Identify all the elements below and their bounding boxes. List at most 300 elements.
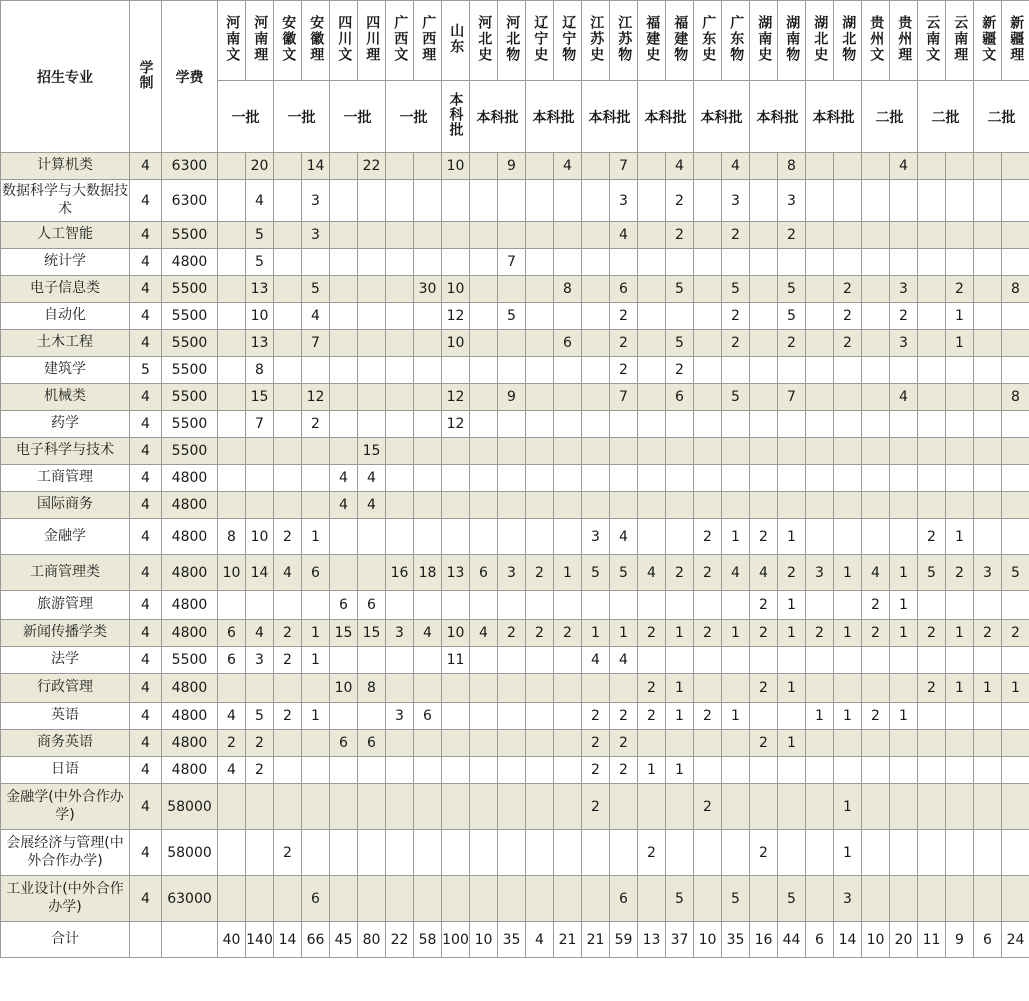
- quota-cell: [722, 492, 750, 519]
- quota-cell: [582, 357, 610, 384]
- quota-cell: [638, 438, 666, 465]
- quota-cell: [470, 330, 498, 357]
- quota-cell: [750, 180, 778, 222]
- quota-cell: [582, 384, 610, 411]
- quota-cell: [414, 180, 442, 222]
- quota-cell: [526, 153, 554, 180]
- quota-cell: 2: [582, 784, 610, 830]
- quota-cell: [722, 438, 750, 465]
- quota-cell: 5: [778, 276, 806, 303]
- header-province: [1002, 1, 1029, 81]
- quota-cell: [918, 730, 946, 757]
- header-province: [694, 1, 722, 81]
- table-row: [1, 384, 1029, 411]
- quota-cell: [890, 357, 918, 384]
- quota-cell: 8: [218, 519, 246, 555]
- quota-cell: 1: [834, 555, 862, 591]
- quota-cell: [694, 357, 722, 384]
- quota-cell: [778, 411, 806, 438]
- quota-cell: [498, 876, 526, 922]
- quota-cell: [386, 492, 414, 519]
- quota-cell: [442, 674, 470, 703]
- quota-cell: 2: [666, 357, 694, 384]
- years-cell: 4: [130, 730, 162, 757]
- quota-cell: [330, 303, 358, 330]
- quota-cell: [582, 830, 610, 876]
- quota-cell: [386, 674, 414, 703]
- quota-cell: [722, 591, 750, 620]
- major-name-cell: 工商管理类: [1, 555, 130, 591]
- quota-cell: [638, 153, 666, 180]
- quota-cell: [358, 411, 386, 438]
- quota-cell: 7: [246, 411, 274, 438]
- quota-cell: [218, 465, 246, 492]
- quota-cell: 2: [274, 830, 302, 876]
- quota-cell: 10: [442, 620, 470, 647]
- header-province-label: 贵州理: [896, 14, 913, 63]
- quota-cell: 13: [638, 922, 666, 958]
- header-province-label: 福建史: [644, 14, 661, 63]
- quota-cell: [890, 249, 918, 276]
- quota-cell: [918, 276, 946, 303]
- years-cell: 4: [130, 519, 162, 555]
- header-province-label: 河北史: [476, 14, 493, 63]
- quota-cell: 10: [470, 922, 498, 958]
- quota-cell: [414, 222, 442, 249]
- quota-cell: [582, 249, 610, 276]
- quota-cell: [554, 730, 582, 757]
- quota-cell: [470, 647, 498, 674]
- quota-cell: [582, 465, 610, 492]
- quota-cell: 2: [666, 222, 694, 249]
- years-cell: 4: [130, 757, 162, 784]
- table-row: [1, 180, 1029, 222]
- quota-cell: [638, 222, 666, 249]
- quota-cell: [1002, 357, 1029, 384]
- fee-cell: 5500: [162, 647, 218, 674]
- quota-cell: 2: [610, 357, 638, 384]
- quota-cell: [470, 591, 498, 620]
- header-batch-label: 本科批: [700, 109, 743, 126]
- fee-cell: 5500: [162, 357, 218, 384]
- header-province: [554, 1, 582, 81]
- header-province: [470, 1, 498, 81]
- quota-cell: [946, 357, 974, 384]
- header-province-label: 福建物: [672, 14, 689, 63]
- fee-cell: 4800: [162, 249, 218, 276]
- quota-cell: 2: [918, 674, 946, 703]
- header-row-provinces: [1, 1, 1029, 81]
- quota-cell: [946, 153, 974, 180]
- table-row: [1, 303, 1029, 330]
- quota-cell: [722, 757, 750, 784]
- years-cell: 4: [130, 384, 162, 411]
- quota-cell: [470, 703, 498, 730]
- table-row: [1, 876, 1029, 922]
- quota-cell: [526, 647, 554, 674]
- quota-cell: [470, 876, 498, 922]
- quota-cell: 4: [722, 153, 750, 180]
- quota-cell: 4: [330, 465, 358, 492]
- header-province-label: 广东史: [700, 14, 717, 63]
- quota-cell: [414, 519, 442, 555]
- header-province-label: 安徽文: [280, 14, 297, 63]
- quota-cell: [358, 757, 386, 784]
- quota-cell: [890, 222, 918, 249]
- years-cell: 4: [130, 249, 162, 276]
- quota-cell: [890, 519, 918, 555]
- quota-cell: 3: [386, 703, 414, 730]
- quota-cell: [386, 411, 414, 438]
- quota-cell: [554, 384, 582, 411]
- quota-cell: 5: [722, 876, 750, 922]
- quota-cell: [1002, 591, 1029, 620]
- quota-cell: [582, 674, 610, 703]
- table-row: [1, 465, 1029, 492]
- quota-cell: [554, 411, 582, 438]
- quota-cell: 4: [554, 153, 582, 180]
- quota-cell: [750, 411, 778, 438]
- quota-cell: [414, 730, 442, 757]
- header-batch: [526, 81, 582, 153]
- table-row: [1, 153, 1029, 180]
- quota-cell: 3: [974, 555, 1002, 591]
- quota-cell: 4: [218, 757, 246, 784]
- quota-cell: [274, 591, 302, 620]
- quota-cell: 15: [358, 620, 386, 647]
- quota-cell: [386, 180, 414, 222]
- quota-cell: [582, 591, 610, 620]
- header-batch: [274, 81, 330, 153]
- quota-cell: 6: [806, 922, 834, 958]
- quota-cell: 1: [778, 519, 806, 555]
- header-province: [834, 1, 862, 81]
- major-name-cell: 工商管理: [1, 465, 130, 492]
- header-province-label: 河南理: [252, 14, 269, 63]
- quota-cell: [806, 674, 834, 703]
- quota-cell: [470, 757, 498, 784]
- quota-cell: 8: [1002, 276, 1029, 303]
- header-province: [386, 1, 414, 81]
- quota-cell: 2: [750, 830, 778, 876]
- quota-cell: [218, 591, 246, 620]
- quota-cell: [694, 303, 722, 330]
- table-row: [1, 674, 1029, 703]
- quota-cell: 30: [414, 276, 442, 303]
- header-province: [638, 1, 666, 81]
- quota-cell: [330, 647, 358, 674]
- quota-cell: 1: [302, 703, 330, 730]
- quota-cell: [946, 703, 974, 730]
- quota-cell: [526, 492, 554, 519]
- quota-cell: [834, 519, 862, 555]
- quota-cell: [498, 411, 526, 438]
- quota-cell: [946, 465, 974, 492]
- quota-cell: [218, 303, 246, 330]
- quota-cell: 7: [610, 153, 638, 180]
- quota-cell: [834, 153, 862, 180]
- years-cell: 4: [130, 465, 162, 492]
- quota-cell: 2: [722, 222, 750, 249]
- quota-cell: [862, 647, 890, 674]
- quota-cell: [946, 830, 974, 876]
- fee-cell: 5500: [162, 411, 218, 438]
- quota-cell: [806, 276, 834, 303]
- quota-cell: 1: [890, 703, 918, 730]
- quota-cell: 1: [638, 757, 666, 784]
- quota-cell: 7: [610, 384, 638, 411]
- quota-cell: [694, 465, 722, 492]
- quota-cell: [414, 647, 442, 674]
- fee-cell: 63000: [162, 876, 218, 922]
- quota-cell: 4: [862, 555, 890, 591]
- quota-cell: 18: [414, 555, 442, 591]
- quota-cell: [722, 465, 750, 492]
- quota-cell: 6: [358, 730, 386, 757]
- header-province-label: 四川文: [336, 14, 353, 63]
- quota-cell: 8: [554, 276, 582, 303]
- quota-cell: 1: [946, 674, 974, 703]
- quota-cell: [750, 222, 778, 249]
- quota-cell: [862, 757, 890, 784]
- quota-cell: [246, 438, 274, 465]
- quota-cell: [638, 647, 666, 674]
- quota-cell: 2: [526, 620, 554, 647]
- quota-cell: [582, 180, 610, 222]
- quota-cell: 12: [302, 384, 330, 411]
- major-name-cell: 商务英语: [1, 730, 130, 757]
- quota-cell: [498, 276, 526, 303]
- quota-cell: 1: [778, 730, 806, 757]
- quota-cell: 1: [610, 620, 638, 647]
- header-province: [246, 1, 274, 81]
- header-province-label: 湖北史: [812, 14, 829, 63]
- quota-cell: 4: [470, 620, 498, 647]
- quota-cell: [890, 411, 918, 438]
- quota-cell: [974, 180, 1002, 222]
- quota-cell: [750, 303, 778, 330]
- quota-cell: [918, 180, 946, 222]
- years-cell: 4: [130, 876, 162, 922]
- quota-cell: [414, 303, 442, 330]
- fee-cell: 4800: [162, 757, 218, 784]
- quota-cell: [918, 465, 946, 492]
- quota-cell: 1: [890, 620, 918, 647]
- quota-cell: [946, 249, 974, 276]
- quota-cell: [386, 519, 414, 555]
- quota-cell: 21: [582, 922, 610, 958]
- header-province-label: 安徽理: [308, 14, 325, 63]
- quota-cell: [386, 153, 414, 180]
- quota-cell: 24: [1002, 922, 1029, 958]
- header-province-label: 新疆理: [1008, 14, 1025, 63]
- quota-cell: [582, 153, 610, 180]
- quota-cell: [470, 438, 498, 465]
- header-batch-label: 一批: [287, 109, 316, 126]
- quota-cell: 45: [330, 922, 358, 958]
- quota-cell: [442, 465, 470, 492]
- quota-cell: [470, 465, 498, 492]
- fee-cell: 4800: [162, 519, 218, 555]
- quota-cell: 2: [778, 222, 806, 249]
- quota-cell: [862, 830, 890, 876]
- header-years: 学制: [130, 1, 162, 153]
- quota-cell: 2: [722, 303, 750, 330]
- quota-cell: [526, 730, 554, 757]
- table-row: [1, 276, 1029, 303]
- quota-cell: [974, 249, 1002, 276]
- header-province: [666, 1, 694, 81]
- years-cell: 4: [130, 555, 162, 591]
- header-province: [414, 1, 442, 81]
- fee-cell: 4800: [162, 674, 218, 703]
- quota-cell: 2: [666, 555, 694, 591]
- quota-cell: [974, 830, 1002, 876]
- years-cell: 4: [130, 411, 162, 438]
- quota-cell: [946, 180, 974, 222]
- quota-cell: [526, 303, 554, 330]
- quota-cell: [918, 411, 946, 438]
- quota-cell: 5: [722, 276, 750, 303]
- quota-cell: [246, 492, 274, 519]
- quota-cell: [582, 303, 610, 330]
- quota-cell: [1002, 876, 1029, 922]
- quota-cell: [862, 674, 890, 703]
- quota-cell: [302, 830, 330, 876]
- quota-cell: [498, 438, 526, 465]
- quota-cell: 1: [722, 703, 750, 730]
- quota-cell: [946, 411, 974, 438]
- fee-cell: 4800: [162, 555, 218, 591]
- table-row: [1, 784, 1029, 830]
- quota-cell: [750, 384, 778, 411]
- quota-cell: [470, 357, 498, 384]
- quota-cell: 1: [946, 519, 974, 555]
- quota-cell: [386, 384, 414, 411]
- quota-cell: [834, 249, 862, 276]
- quota-cell: 1: [946, 303, 974, 330]
- header-province-label: 河南文: [224, 14, 241, 63]
- table-row: [1, 922, 1029, 958]
- major-name-cell: 统计学: [1, 249, 130, 276]
- header-province-label: 云南理: [952, 14, 969, 63]
- quota-cell: [834, 591, 862, 620]
- quota-cell: [806, 730, 834, 757]
- quota-cell: [694, 222, 722, 249]
- quota-cell: [414, 784, 442, 830]
- quota-cell: [218, 357, 246, 384]
- quota-cell: [918, 784, 946, 830]
- quota-cell: [414, 830, 442, 876]
- quota-cell: [638, 591, 666, 620]
- quota-cell: [806, 222, 834, 249]
- quota-cell: [526, 276, 554, 303]
- quota-cell: 1: [722, 620, 750, 647]
- quota-cell: 13: [442, 555, 470, 591]
- quota-cell: [442, 438, 470, 465]
- quota-cell: 3: [778, 180, 806, 222]
- major-name-cell: 日语: [1, 757, 130, 784]
- quota-cell: [330, 830, 358, 876]
- years-cell: 4: [130, 674, 162, 703]
- quota-cell: [610, 784, 638, 830]
- table-row: [1, 330, 1029, 357]
- header-batch: [694, 81, 750, 153]
- quota-cell: 20: [246, 153, 274, 180]
- header-province-label: 江苏史: [588, 14, 605, 63]
- quota-cell: [890, 180, 918, 222]
- header-province: [526, 1, 554, 81]
- header-province-label: 广西文: [392, 14, 409, 63]
- quota-cell: [806, 647, 834, 674]
- quota-cell: [778, 249, 806, 276]
- quota-cell: 2: [890, 303, 918, 330]
- header-batch: [470, 81, 526, 153]
- quota-cell: [246, 784, 274, 830]
- quota-cell: 1: [890, 555, 918, 591]
- header-province-label: 湖南史: [756, 14, 773, 63]
- quota-cell: [386, 222, 414, 249]
- quota-cell: [750, 647, 778, 674]
- quota-cell: [806, 876, 834, 922]
- quota-cell: [750, 784, 778, 830]
- quota-cell: [1002, 703, 1029, 730]
- quota-cell: 2: [274, 647, 302, 674]
- quota-cell: 1: [722, 519, 750, 555]
- major-name-cell: 电子信息类: [1, 276, 130, 303]
- quota-cell: 1: [302, 647, 330, 674]
- table-row: [1, 411, 1029, 438]
- quota-cell: 2: [1002, 620, 1029, 647]
- quota-cell: [638, 357, 666, 384]
- quota-cell: [1002, 249, 1029, 276]
- header-province-label: 四川理: [364, 14, 381, 63]
- header-province: [442, 1, 470, 81]
- quota-cell: 1: [666, 703, 694, 730]
- quota-cell: 2: [806, 620, 834, 647]
- quota-cell: [554, 438, 582, 465]
- quota-cell: [806, 784, 834, 830]
- quota-cell: [218, 330, 246, 357]
- quota-cell: [386, 465, 414, 492]
- quota-cell: 5: [666, 330, 694, 357]
- quota-cell: [498, 730, 526, 757]
- quota-cell: [750, 757, 778, 784]
- quota-cell: [834, 492, 862, 519]
- quota-cell: [666, 303, 694, 330]
- quota-cell: [442, 784, 470, 830]
- major-name-cell: 新闻传播学类: [1, 620, 130, 647]
- quota-cell: [358, 276, 386, 303]
- quota-cell: [918, 438, 946, 465]
- quota-cell: [526, 757, 554, 784]
- quota-cell: [470, 153, 498, 180]
- quota-cell: [218, 222, 246, 249]
- quota-cell: [414, 357, 442, 384]
- quota-cell: [806, 411, 834, 438]
- header-batch: [974, 81, 1029, 153]
- header-batch-label: 本科批: [644, 109, 687, 126]
- quota-cell: [862, 276, 890, 303]
- years-cell: 4: [130, 303, 162, 330]
- quota-cell: [330, 384, 358, 411]
- quota-cell: [638, 276, 666, 303]
- quota-cell: [778, 784, 806, 830]
- quota-cell: [750, 465, 778, 492]
- quota-cell: [834, 411, 862, 438]
- quota-cell: 2: [750, 674, 778, 703]
- fee-cell: 5500: [162, 438, 218, 465]
